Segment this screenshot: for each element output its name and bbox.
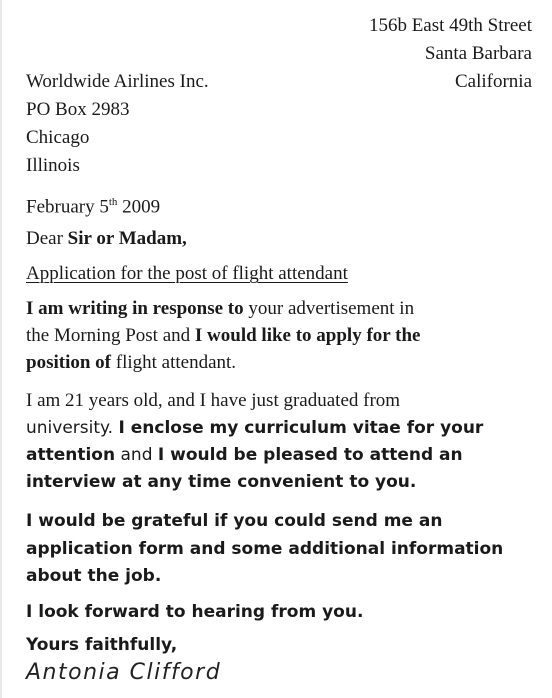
paragraph2-line4 xyxy=(26,469,416,495)
signature: Antonia Clifford xyxy=(26,660,222,685)
paragraph1-line2 xyxy=(26,323,420,349)
phrase-bold: Yours faithfully, xyxy=(26,635,178,655)
phrase-plain: university. xyxy=(26,418,119,438)
paragraph2-line3 xyxy=(26,442,463,468)
phrase-bold: about the job. xyxy=(26,566,162,586)
salutation-dear: Dear xyxy=(26,228,68,249)
phrase-plain: your advertisement in xyxy=(243,298,415,319)
sender-state: California xyxy=(454,71,532,92)
phrase-bold: I would like to apply for the xyxy=(194,325,421,346)
recipient-po-box: PO Box 2983 xyxy=(26,99,130,120)
phrase-bold: I enclose my curriculum vitae for your xyxy=(118,418,484,438)
phrase-bold: position of xyxy=(26,352,111,373)
phrase-bold: attention xyxy=(26,445,116,465)
phrase-bold: I am writing in response to xyxy=(26,298,244,319)
date-year: 2009 xyxy=(117,196,161,218)
phrase-bold: I look forward to hearing from you. xyxy=(26,602,364,622)
closing-line xyxy=(26,599,363,625)
sign-off xyxy=(26,632,177,658)
paragraph2-line2 xyxy=(26,415,483,441)
phrase-bold: I would be grateful if you could send me an xyxy=(26,511,443,531)
sender-street: 156b East 49th Street xyxy=(368,15,532,36)
paragraph1-line1 xyxy=(26,296,414,322)
paragraph3-line3 xyxy=(26,563,161,589)
paragraph3-line1 xyxy=(26,508,442,534)
paragraph1-line3 xyxy=(26,350,236,376)
phrase-bold: interview at any time convenient to you. xyxy=(26,472,417,492)
page-edge xyxy=(0,0,2,698)
subject-line: Application for the post of flight attendant xyxy=(26,263,348,284)
paragraph3-line2 xyxy=(26,536,503,562)
date-day: February 5 xyxy=(26,196,109,218)
sender-city: Santa Barbara xyxy=(424,43,532,64)
phrase-plain: and xyxy=(115,445,158,465)
phrase-plain: flight attendant. xyxy=(111,352,237,373)
recipient-city: Chicago xyxy=(26,127,90,148)
recipient-company: Worldwide Airlines Inc. xyxy=(26,71,209,92)
letter-date xyxy=(26,189,160,220)
salutation-name: Sir or Madam, xyxy=(67,228,187,249)
paragraph2-line1: I am 21 years old, and I have just graduated from xyxy=(26,390,401,411)
phrase-plain: the Morning Post and xyxy=(26,325,195,346)
date-suffix: th xyxy=(108,196,118,208)
phrase-bold: application form and some additional information xyxy=(26,539,504,559)
phrase-bold: I would be pleased to attend an xyxy=(157,445,463,465)
recipient-state: Illinois xyxy=(26,155,80,176)
salutation xyxy=(26,226,187,252)
